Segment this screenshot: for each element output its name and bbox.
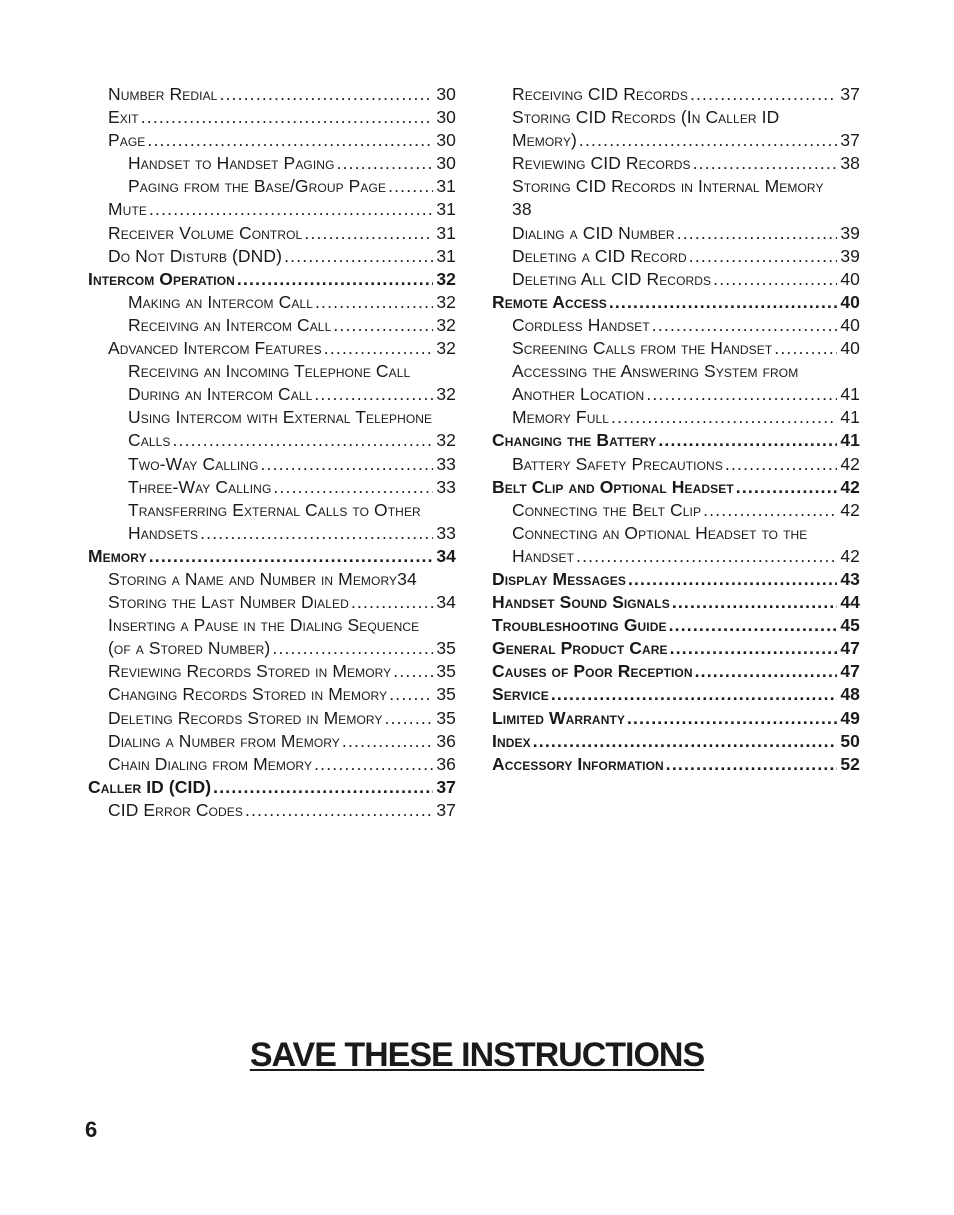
toc-entry xyxy=(492,683,860,706)
toc-entry-page: 32 xyxy=(436,430,456,451)
toc-entry-page: 30 xyxy=(436,130,456,151)
toc-entry xyxy=(88,337,456,360)
toc-entry-row xyxy=(108,198,456,221)
toc-entry-page: 37 xyxy=(840,130,860,151)
toc-entry-page: 38 xyxy=(512,199,532,220)
dot-leader xyxy=(213,776,433,799)
toc-entry-title: (of a Stored Number) xyxy=(108,638,271,659)
dot-leader xyxy=(652,314,838,337)
toc-entry-page: 32 xyxy=(436,314,456,335)
toc-entry xyxy=(492,476,860,499)
toc-entry-title: Dialing a CID Number xyxy=(512,222,675,243)
toc-entry-title: Storing a Name and Number in Memory xyxy=(108,568,398,589)
dot-leader xyxy=(342,730,433,753)
toc-entry-title: Three-Way Calling xyxy=(128,476,272,497)
toc-entry-row xyxy=(128,453,456,476)
toc-entry-page: 47 xyxy=(840,638,860,659)
toc-entry-title: Receiving CID Records xyxy=(512,84,688,104)
toc-entry xyxy=(492,291,860,314)
toc-entry-title: Causes of Poor Reception xyxy=(492,661,693,682)
toc-entry xyxy=(88,222,456,245)
dot-leader xyxy=(385,707,434,730)
toc-entry-title: Deleting All CID Records xyxy=(512,268,712,289)
dot-leader xyxy=(315,291,433,314)
toc-entry-title: Receiver Volume Control xyxy=(108,222,303,243)
toc-entry-row xyxy=(128,291,456,314)
toc-entry xyxy=(88,614,456,660)
toc-entry-title: Do Not Disturb (DND) xyxy=(108,245,283,266)
toc-entry-title: Changing Records Stored in Memory xyxy=(108,684,388,705)
toc-entry-page: 50 xyxy=(840,730,860,751)
toc-entry xyxy=(492,175,860,221)
toc-entry-title: Advanced Intercom Features xyxy=(108,338,322,359)
toc-entry-title: Battery Safety Precautions xyxy=(512,453,723,474)
toc-entry xyxy=(492,614,860,637)
toc-entry-row xyxy=(128,476,456,499)
toc-entry xyxy=(88,268,456,291)
toc-entry-page: 40 xyxy=(840,338,860,359)
toc-entry-page: 35 xyxy=(436,707,456,728)
dot-leader xyxy=(333,314,433,337)
toc-entry-page: 30 xyxy=(436,153,456,174)
toc-entry-row xyxy=(88,268,456,291)
toc-entry-row xyxy=(492,591,860,614)
toc-entry-row xyxy=(512,245,860,268)
toc-entry xyxy=(492,522,860,568)
toc-entry xyxy=(492,106,860,152)
dot-leader xyxy=(666,753,838,776)
toc-entry-row xyxy=(492,707,860,730)
dot-leader xyxy=(393,660,433,683)
toc-entry xyxy=(88,129,456,152)
toc-entry-page: 36 xyxy=(436,753,456,774)
toc-entry xyxy=(88,545,456,568)
toc-entry-row xyxy=(108,222,456,245)
dot-leader xyxy=(579,129,837,152)
toc-entry xyxy=(88,360,456,406)
toc-entry-row xyxy=(492,429,860,452)
toc-entry-page: 37 xyxy=(436,799,456,820)
dot-leader xyxy=(551,683,837,706)
toc-entry-row xyxy=(108,637,456,660)
toc-entry xyxy=(492,222,860,245)
toc-entry-row xyxy=(492,753,860,776)
toc-entry-title: Reviewing CID Records xyxy=(512,153,691,174)
dot-leader xyxy=(389,683,433,706)
toc-entry-page: 31 xyxy=(436,222,456,243)
toc-entry-page: 34 xyxy=(436,592,456,613)
toc-entry xyxy=(88,753,456,776)
toc-entry xyxy=(88,591,456,614)
toc-entry xyxy=(88,175,456,198)
toc-entry-row xyxy=(88,776,456,799)
toc-entry-page: 40 xyxy=(840,268,860,289)
toc-entry-row xyxy=(512,453,860,476)
dot-leader xyxy=(628,568,837,591)
toc-entry-page: 33 xyxy=(436,522,456,543)
toc-entry-page: 48 xyxy=(840,684,860,705)
toc-entry-page: 34 xyxy=(397,568,417,589)
toc-entry-title-line: Using Intercom with External Telephone xyxy=(128,407,433,428)
toc-entry-title: Chain Dialing from Memory xyxy=(108,753,313,774)
toc-entry xyxy=(88,198,456,221)
toc-entry xyxy=(492,753,860,776)
toc-entry-page: 31 xyxy=(436,176,456,197)
toc-entry-row xyxy=(108,660,456,683)
toc-entry-page: 42 xyxy=(840,499,860,520)
toc-entry-title: Exit xyxy=(108,107,139,128)
toc-entry-row xyxy=(512,222,860,245)
toc-entry-title: Intercom Operation xyxy=(88,268,235,289)
dot-leader xyxy=(324,337,434,360)
toc-entry-title: Handset Sound Signals xyxy=(492,592,670,613)
toc-entry-title: Reviewing Records Stored in Memory xyxy=(108,661,392,682)
toc-entry-row xyxy=(108,707,456,730)
toc-entry xyxy=(492,83,860,106)
toc-entry-title: During an Intercom Call xyxy=(128,384,313,405)
toc-entry xyxy=(88,152,456,175)
toc-entry-row xyxy=(492,568,860,591)
toc-entry-title: Screening Calls from the Handset xyxy=(512,338,773,359)
toc-entry xyxy=(492,268,860,291)
toc-entry-page: 41 xyxy=(840,407,860,428)
toc-entry-page: 41 xyxy=(840,384,860,405)
toc-entry xyxy=(492,730,860,753)
toc-entry-page: 31 xyxy=(436,199,456,220)
toc-entry-row xyxy=(512,499,860,522)
toc-entry-row xyxy=(108,591,456,614)
toc-entry xyxy=(88,245,456,268)
dot-leader xyxy=(774,337,837,360)
dot-leader xyxy=(245,799,433,822)
toc-entry-title: Remote Access xyxy=(492,291,607,312)
toc-entry xyxy=(492,637,860,660)
dot-leader xyxy=(314,383,433,406)
toc-entry-title: Storing the Last Number Dialed xyxy=(108,592,349,613)
toc-entry xyxy=(88,568,456,591)
toc-entry-title: Accessory Information xyxy=(492,753,664,774)
toc-entry-row xyxy=(512,268,860,291)
toc-entry-title: Deleting Records Stored in Memory xyxy=(108,707,383,728)
dot-leader xyxy=(273,476,433,499)
toc-entry-title: Receiving an Intercom Call xyxy=(128,314,332,335)
toc-entry xyxy=(88,406,456,452)
toc-entry-row xyxy=(108,799,456,822)
toc-entry-row xyxy=(492,660,860,683)
dot-leader xyxy=(690,83,837,106)
toc-entry-page: 43 xyxy=(840,568,860,589)
dot-leader xyxy=(261,453,434,476)
toc-entry xyxy=(88,660,456,683)
dot-leader xyxy=(672,591,838,614)
toc-entry-title-line: Receiving an Incoming Telephone Call xyxy=(128,361,411,382)
toc-entry-row xyxy=(492,637,860,660)
toc-entry-page: 35 xyxy=(436,638,456,659)
toc-entry xyxy=(492,499,860,522)
toc-entry-title: Making an Intercom Call xyxy=(128,291,313,312)
dot-leader xyxy=(725,453,837,476)
toc-entry-title: Paging from the Base/Group Page xyxy=(128,176,387,197)
dot-leader xyxy=(147,129,433,152)
dot-leader xyxy=(200,522,433,545)
toc-entry xyxy=(88,314,456,337)
toc-entry xyxy=(492,337,860,360)
dot-leader xyxy=(304,222,433,245)
toc-entry xyxy=(88,291,456,314)
toc-column-right xyxy=(492,83,860,776)
toc-entry xyxy=(492,591,860,614)
toc-entry-page: 30 xyxy=(436,84,456,104)
dot-leader xyxy=(284,245,433,268)
toc-entry-title: Handsets xyxy=(128,522,199,543)
toc-entry-title: Display Messages xyxy=(492,568,626,589)
toc-entry-row xyxy=(108,683,456,706)
toc-entry xyxy=(492,707,860,730)
dot-leader xyxy=(351,591,433,614)
toc-entry-row xyxy=(128,383,456,406)
toc-entry-title: Limited Warranty xyxy=(492,707,625,728)
dot-leader xyxy=(677,222,838,245)
toc-entry-title: Calls xyxy=(128,430,171,451)
toc-entry-page: 30 xyxy=(436,107,456,128)
toc-entry-title: Belt Clip and Optional Headset xyxy=(492,476,734,497)
toc-entry xyxy=(88,476,456,499)
toc-entry-title: Deleting a CID Record xyxy=(512,245,687,266)
toc-entry-title-line: Accessing the Answering System from xyxy=(512,361,799,382)
toc-entry-title: Memory Full xyxy=(512,407,610,428)
toc-entry-row xyxy=(128,522,456,545)
dot-leader xyxy=(173,429,434,452)
toc-entry xyxy=(88,499,456,545)
toc-entry-title: Cordless Handset xyxy=(512,314,650,335)
dot-leader xyxy=(658,429,837,452)
toc-entry-row xyxy=(128,429,456,452)
toc-entry xyxy=(492,314,860,337)
toc-entry xyxy=(88,707,456,730)
dot-leader xyxy=(713,268,837,291)
dot-leader xyxy=(703,499,837,522)
toc-entry-page: 35 xyxy=(436,684,456,705)
dot-leader xyxy=(693,152,838,175)
dot-leader xyxy=(237,268,433,291)
toc-entry-row xyxy=(108,568,456,591)
toc-entry-title: Two-Way Calling xyxy=(128,453,259,474)
dot-leader xyxy=(533,730,838,753)
toc-entry-page: 40 xyxy=(840,314,860,335)
toc-entry-title: Handset xyxy=(512,545,575,566)
toc-entry-title: Handset to Handset Paging xyxy=(128,153,335,174)
toc-entry-page: 32 xyxy=(436,268,456,289)
dot-leader xyxy=(669,614,838,637)
toc-entry-row xyxy=(512,314,860,337)
dot-leader xyxy=(141,106,434,129)
dot-leader xyxy=(670,637,838,660)
toc-entry-row xyxy=(88,545,456,568)
toc-entry-row xyxy=(512,406,860,429)
toc-entry xyxy=(492,406,860,429)
toc-entry-page: 42 xyxy=(840,453,860,474)
toc-entry xyxy=(492,660,860,683)
toc-entry-title-line: Storing CID Records (In Caller ID xyxy=(512,107,780,128)
toc-entry xyxy=(88,776,456,799)
dot-leader xyxy=(646,383,837,406)
toc-entry-page: 35 xyxy=(436,661,456,682)
toc-entry-page: 38 xyxy=(840,153,860,174)
dot-leader xyxy=(689,245,838,268)
toc-entry-title: Troubleshooting Guide xyxy=(492,615,667,636)
toc-entry xyxy=(492,453,860,476)
toc-entry-title-line: Connecting an Optional Headset to the xyxy=(512,522,808,543)
toc-entry-page: 49 xyxy=(840,707,860,728)
toc-entry xyxy=(88,106,456,129)
toc-entry-title: General Product Care xyxy=(492,638,668,659)
toc-entry-row xyxy=(512,129,860,152)
toc-entry-title: Dialing a Number from Memory xyxy=(108,730,340,751)
toc-entry-title-line: Transferring External Calls to Other xyxy=(128,499,421,520)
toc-entry-page: 45 xyxy=(840,615,860,636)
toc-entry-title-line: Storing CID Records in Internal Memory xyxy=(512,176,824,197)
toc-entry-title: Page xyxy=(108,130,146,151)
toc-entry xyxy=(88,83,456,106)
toc-entry-title: Caller ID (CID) xyxy=(88,776,212,797)
dot-leader xyxy=(314,753,433,776)
toc-entry xyxy=(492,152,860,175)
page-number: 6 xyxy=(85,1117,98,1142)
dot-leader xyxy=(695,660,838,683)
dot-leader xyxy=(576,545,837,568)
toc-entry-row xyxy=(492,476,860,499)
toc-entry xyxy=(492,245,860,268)
dot-leader xyxy=(219,83,433,106)
toc-entry-page: 42 xyxy=(840,545,860,566)
toc-entry xyxy=(492,568,860,591)
toc-entry-page: 39 xyxy=(840,222,860,243)
toc-entry-row xyxy=(128,314,456,337)
toc-entry-title: Connecting the Belt Clip xyxy=(512,499,702,520)
toc-entry-page: 32 xyxy=(436,338,456,359)
toc-entry xyxy=(88,799,456,822)
dot-leader xyxy=(736,476,838,499)
toc-entry-row xyxy=(108,730,456,753)
toc-entry-title: Mute xyxy=(108,199,147,220)
dot-leader xyxy=(149,545,434,568)
toc-entry-page: 40 xyxy=(840,291,860,312)
toc-entry-row xyxy=(108,106,456,129)
toc-entry-page: 33 xyxy=(436,453,456,474)
toc-entry-row xyxy=(128,175,456,198)
toc-entry-page: 36 xyxy=(436,730,456,751)
dot-leader xyxy=(627,707,837,730)
toc-entry-title: Another Location xyxy=(512,384,645,405)
toc-entry-row xyxy=(128,152,456,175)
toc-entry-page: 31 xyxy=(436,245,456,266)
toc-entry xyxy=(88,683,456,706)
toc-entry xyxy=(88,453,456,476)
toc-entry-page: 52 xyxy=(840,753,860,774)
toc-entry xyxy=(492,360,860,406)
toc-entry xyxy=(88,730,456,753)
toc-entry-row xyxy=(512,383,860,406)
toc-entry-row xyxy=(512,83,860,106)
toc-entry-title: Service xyxy=(492,684,549,705)
toc-entry-page: 42 xyxy=(840,476,860,497)
dot-leader xyxy=(272,637,433,660)
toc-entry-row xyxy=(108,83,456,106)
toc-entry-title: Index xyxy=(492,730,531,751)
toc-entry-row xyxy=(492,730,860,753)
dot-leader xyxy=(388,175,433,198)
toc-entry-page: 44 xyxy=(840,592,860,613)
toc-entry-row xyxy=(492,291,860,314)
toc-entry-page: 32 xyxy=(436,384,456,405)
toc-entry-row xyxy=(108,129,456,152)
toc-entry-row xyxy=(512,152,860,175)
dot-leader xyxy=(609,291,838,314)
toc-entry-page: 34 xyxy=(436,545,456,566)
toc-entry-title: Changing the Battery xyxy=(492,430,657,451)
toc-entry-title-line: Inserting a Pause in the Dialing Sequence xyxy=(108,615,420,636)
toc-entry-row xyxy=(492,683,860,706)
toc-entry-page: 32 xyxy=(436,291,456,312)
toc-entry-row xyxy=(108,337,456,360)
toc-entry-row xyxy=(108,245,456,268)
toc-entry-row xyxy=(512,337,860,360)
toc-entry-title: Memory) xyxy=(512,130,577,151)
toc-entry-title: Number Redial xyxy=(108,84,218,104)
toc-entry-row xyxy=(512,545,860,568)
toc-entry-row xyxy=(492,614,860,637)
save-instructions-heading: SAVE THESE INSTRUCTIONS xyxy=(249,1036,705,1074)
toc-entry-page: 39 xyxy=(840,245,860,266)
toc-entry-page: 47 xyxy=(840,661,860,682)
toc-entry-page: 33 xyxy=(436,476,456,497)
toc-entry-page: 37 xyxy=(840,84,860,104)
toc-entry-row xyxy=(512,198,860,221)
toc-entry-title: Memory xyxy=(88,545,147,566)
dot-leader xyxy=(611,406,837,429)
toc-entry-row xyxy=(108,753,456,776)
dot-leader xyxy=(337,152,434,175)
toc-column-left xyxy=(88,83,456,822)
toc-entry-page: 37 xyxy=(436,776,456,797)
toc-entry-page: 41 xyxy=(840,430,860,451)
toc-entry-title: CID Error Codes xyxy=(108,799,244,820)
dot-leader xyxy=(149,198,433,221)
toc-entry xyxy=(492,429,860,452)
